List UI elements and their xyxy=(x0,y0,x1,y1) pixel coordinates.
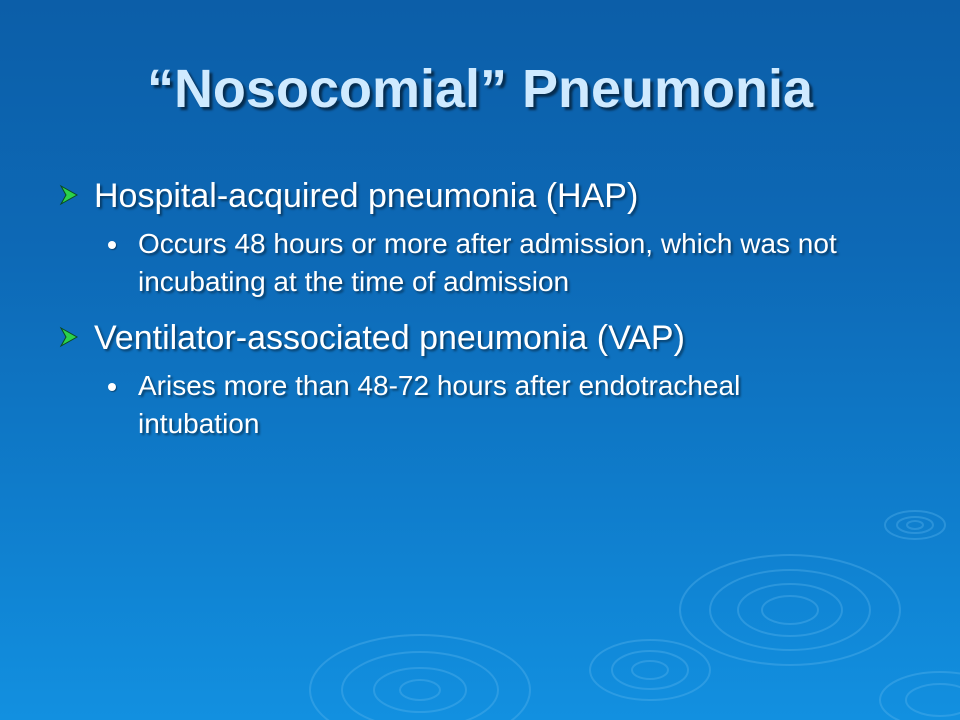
bullet-list xyxy=(58,176,938,443)
sub-bullet-vap-text: Arises more than 48-72 hours after endotracheal intubation xyxy=(138,370,741,439)
sub-bullet-vap xyxy=(138,367,858,443)
bullet-vap xyxy=(58,318,938,359)
dot-bullet-icon xyxy=(108,241,116,249)
arrow-bullet-icon xyxy=(58,326,80,348)
sub-bullet-hap-text: Occurs 48 hours or more after admission, which was not incubating at the time of admission xyxy=(138,227,837,297)
arrow-bullet-icon xyxy=(58,184,80,206)
bullet-hap-label: Hospital-acquired pneumonia (HAP) xyxy=(94,177,639,215)
sub-bullet-hap xyxy=(138,225,858,301)
slide-title: “Nosocomial” Pneumonia xyxy=(146,59,814,119)
bullet-hap xyxy=(58,176,938,217)
dot-bullet-icon xyxy=(108,383,116,391)
bullet-vap-label: Ventilator-associated pneumonia (VAP) xyxy=(94,319,685,358)
